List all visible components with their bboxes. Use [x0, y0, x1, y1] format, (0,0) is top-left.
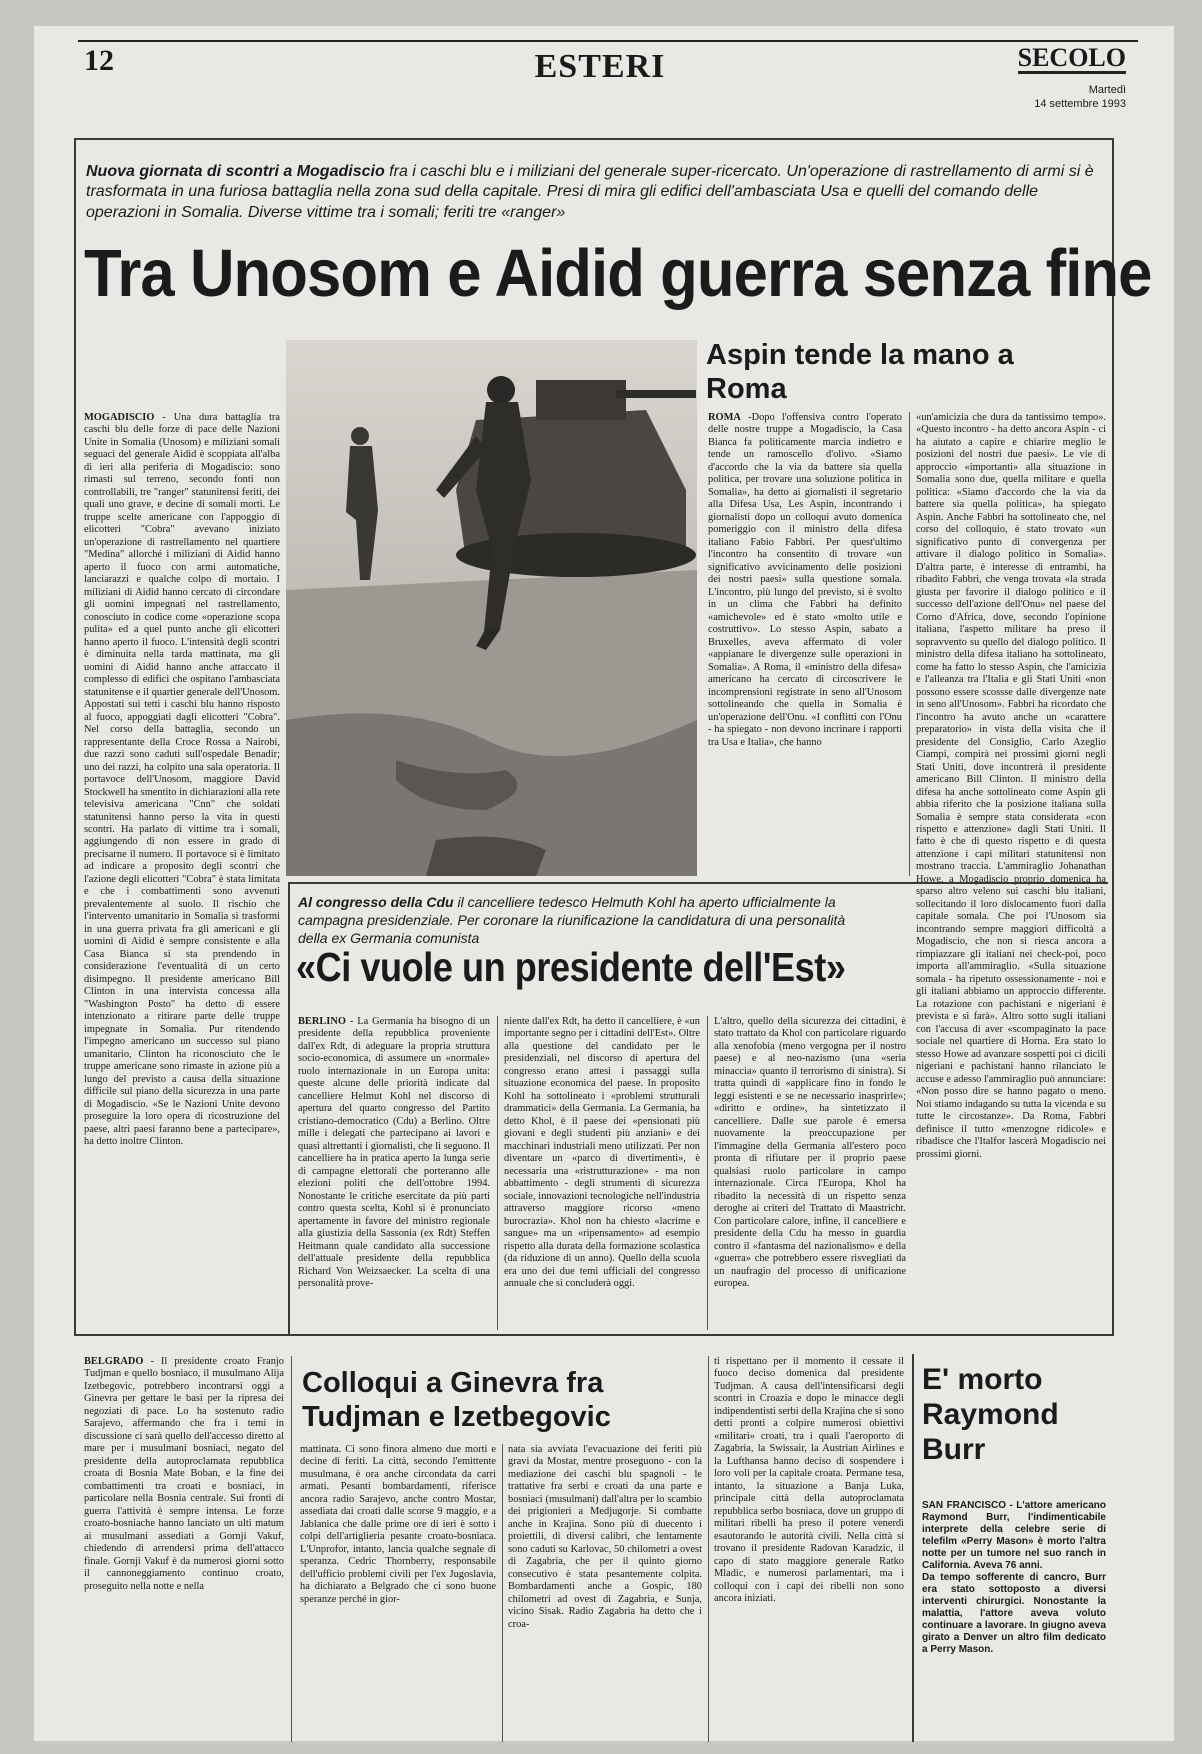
- masthead: SECOLO: [1018, 44, 1126, 74]
- header-rule: [78, 40, 1138, 42]
- burr-dateline: SAN FRANCISCO: [922, 1500, 1007, 1511]
- column-rule: [502, 1444, 503, 1742]
- burr-headline: E' morto Raymond Burr: [922, 1363, 1059, 1467]
- lead-body: [84, 412, 280, 1330]
- issue-date: [1034, 84, 1126, 112]
- column-rule: [909, 412, 910, 876]
- photo-soldiers-tank: [286, 340, 697, 876]
- column-rule: [708, 1356, 709, 1742]
- cdu-headline: «Ci vuole un presidente dell'Est»: [296, 944, 846, 990]
- ginevra-col-2: mattinata. Ci sono finora almeno due morti e decine di feriti. La città, secondo l'emittente musulmana, è ora anche circondata da carri armati. Pesanti bombardamenti, riferisce ancora radio Sarajevo, anche contro Mostar, assediata dai croati dalle scorse 9 maggio, e a Jablanica che dalle prime ore di ieri è sotto i colpi dell'artiglieria pesante croato-bosniaca. L'Unprofor, intanto, lancia qualche segnale di speranza. Cedric Thornberry, responsabile dell'ufficio problemi civili per l'ex Jugoslavia, ha dichiarato a Belgrado che ci sono buone speranze perché in gior-: [300, 1444, 496, 1605]
- issue-weekday: Martedì: [1088, 84, 1126, 96]
- column-rule: [497, 1016, 498, 1330]
- cdu-kicker-text: il cancelliere tedesco Helmuth Kohl ha aperto ufficialmente la campagna presidenziale. Per coronare la riunificazione la candidatura di una personalità della ex Germania comunista: [298, 894, 846, 946]
- lead-dateline: MOGADISCIO: [84, 412, 155, 423]
- cdu-kicker-bold: Al congresso della Cdu: [298, 894, 454, 910]
- issue-date-text: 14 settembre 1993: [1034, 97, 1126, 110]
- cdu-dateline: BERLINO: [298, 1016, 346, 1027]
- ginevra-headline: Colloqui a Ginevra fra Tudjman e Izetbegovic: [302, 1367, 611, 1434]
- column-rule: [707, 1016, 708, 1330]
- cdu-col-2: niente dall'ex Rdt, ha detto il cancelliere, è «un importante segno per i cittadini dell'Est». Oltre alla questione del candidato per le presidenziali, nel discorso di apertura del congresso erano attesi i passaggi sulla situazione economica del paese. In proposito Kohl ha sottolineato i «problemi strutturali drammatici» della Germania. La Germania, ha detto Khol, è il paese dei «pensionati più giovani e degli studenti più anziani» e dei macchinari industriali meno utilizzati. Per non diventare un «parco di divertimenti», è necessaria una «ristrutturazione» - ma non abbattimento - degli strumenti di sicurezza sociale, innovazioni tecnologiche nell'industria attraverso maggiore ricorso «meno burocrazia». Khol non ha chiesto «lacrime e sangue» ma un «ripensamento» ad esempio rispetto alla durata della formazione scolastica (da riduzione di un anno). Quello della scuola era uno dei due temi ufficiali del congresso annuale che si concluderà oggi.: [504, 1016, 700, 1290]
- burr-lead: - L'attore americano Raymond Burr, l'indimenticabile interprete della celebre serie di telefilm «Perry Mason» è morto l'altra notte per un tumore nel suo ranch in California. Aveva 76 anni.: [922, 1500, 1106, 1571]
- cdu-col-3: L'altro, quello della sicurezza dei cittadini, è stato trattato da Khol con particolare riguardo alla xenofobia (meno vergogna per il nostro paese) e al neo-nazismo (una «seria minaccia» quanto il terrorismo di sinistra). Si tratta quindi di «applicare fino in fondo le leggi esistenti e se ne necessario inasprirle»; «diritto e ordine», ha sintetizzato il cancelliere. Dalle sue parole è emersa nuovamente la preoccupazione per l'immagine della Germania all'estero poco pronta di rifiutare per il proprio paese qualsiasi ruolo particolare in campo internazionale. Circa l'Europa, Khol ha ribadito la necessità di un rispetto senza deroghe ai criteri del Trattato di Maastricht. Con particolare calore, infine, il cancelliere e presidente della Cdu ha messo in guardia contro il «fantasma del nazionalismo» e della «guerra» che potrebbero essere risvegliati da un naufragio del processo di unificazione europea.: [714, 1016, 906, 1290]
- ginevra-col-4: ti rispettano per il momento il cessate il fuoco deciso domenica dal presidente Tudjman. A causa dell'intensificarsi degli scontri in Croazia e dopo le minacce degli indipendentisti serbi della Krajina che si sono detti pronti a colpire numerosi obiettivi «militari» croati, tra i quali l'aeroporto di Zagabria, la Swissair, la Austrian Airlines e la Lufthansa hanno deciso di sospendere i loro voli per la capitale croata. Permane tesa, intanto, la situazione a Banja Luka, principale città della autoproclamata repubblica serbo bosniaca, dove un gruppo di militari ribelli ha preso il potere venerdì esautorando le autorità civili. Nella città si trovano il presidente Radovan Karadzic, il capo di stato maggiore generale Ratko Mladic, e numerosi parlamentari, ma i colloqui con i capi dei ribelli non sono ancora iniziati.: [714, 1356, 904, 1605]
- lead-kicker: [86, 162, 1096, 223]
- ginevra-dateline: BELGRADO: [84, 1356, 144, 1367]
- lead-headline: Tra Unosom e Aidid guerra senza fine: [84, 236, 1152, 311]
- page-number: 12: [84, 44, 114, 77]
- section-title: ESTERI: [534, 48, 666, 85]
- lead-body-text: - Una dura battaglia tra caschi blu delle forze di pace delle Nazioni Unite in Somalia (Unosom) e miliziani somali seguaci del generale Aidid è scoppiata all'alba di ieri alla periferia di Mogadiscio: sono rimasti sul terreno, secondo fonti non controllabili, tre "ranger" statunitensi feriti, dei quali uno grave, e decine di somali morti. Le truppe scelte americane con l'appoggio di elicotteri "Cobra" avevano iniziato un'operazione di rastrellamento nel quartiere "Medina" allorché i miliziani di Aidid hanno aperto il fuoco con armi automatiche, lanciarazzi e qualche colpo di mortaio. I miliziani di Aidid hanno cercato di circondare gli uomini impegnati nel rastrellamento, conosciuto in codice come «operazione scopa pulita» ed a quel punto anche gli elicotteri hanno aperto il fuoco. L'intensità degli scontri è diminuita nella tarda mattinata, ma gli uomini di Aidid hanno anche attaccato il complesso di edifici che ospitano l'ambasciata statunitense e il quartier generale dell'Unosom. Appostati sui tetti i caschi blu hanno risposto al fuoco, appoggiati dagli elicotteri "Cobra". Nel corso della battaglia, secondo un rappresentante della Croce Rossa a Nairobi, due razzi sono caduti sull'ospedale Benadir; uno dei razzi, ha colpito una sala operatoria. Il portavoce dell'Unosom, maggiore David Stockwell ha smentito in dichiarazioni alla rete televisiva americana "Cnn" che soldati statunitensi hanno perso la vita in questi scontri. Ha parlato di vittime tra i somali, aggiungendo di non essere in grado di precisarne il numero. Il portavoce si è limitato ad indicare a proposito degli scontri che l'azione degli elicotteri "Cobra" è stata limitata e che i combattimenti sono avvenuti prevalentemente al suolo. Il rischio che l'intervento umanitario in Somalia si trasformi in una guerra privata fra gli americani e gli uomini di Aidid è sempre consistente e alla Casa Bianca si sta prendendo in considerazione l'eventualità di un certo disimpegno. Il presidente americano Bill Clinton in una intervista concessa alla "Washington Posto" ha detto di essere intenzionato a ritirare parte delle truppe impegnate in Somalia. Pur ritendendo l'impegno americano un successo sul piano umanitario, Clinton ha riconosciuto che le truppe americane sono rimaste in azione più a lungo del previsto a causa della situazione difficile sul piano della sicurezza in una parte di Mogadiscio. «Se le Nazioni Unite devono proseguire la loro opera di ricostruzione del paese, altri paesi faranno bene a partecipare», ha detto inoltre Clinton.: [84, 412, 280, 1148]
- aspin-col-1: ROMA -Dopo l'offensiva contro l'operato delle nostre truppe a Mogadiscio, la Casa Bianca fa politicamente marcia indietro e tende un ramoscello d'olivo. «Siamo d'accordo che la via da battere sia quella politica, per trovare una soluzione politica in Somalia», ha detto ai giornalisti il segretario alla Difesa Usa, Les Aspin, incontrando i giornalisti dopo un colloqui avuto domenica pomeriggio con il ministro della difesa italiano Fabio Fabbri. Per quest'ultimo l'incontro ha consentito di trovare «un significativo avvicinamento delle posizioni dei nostri paesi» sulla questione somala. L'incontro, più lungo del previsto, si è svolto in un clima che Fabbri ha definito «amichevole» ed è stato «molto utile e costruttivo». Lo stesso Aspin, sabato a Bruxelles, aveva affermato di voler «appianare le divergenze sulle operazioni in Somalia». A Roma, il «ministro della difesa» americano ha cercato di circoscrivere le incomprensioni registrate in seno all'Unosom sottolineando che quella in Somalia è un'operazione dell'Onu. «I conflitti con l'Onu - ha spiegato - non devono incrinare i rapporti tra Usa e Italia», che hanno: [708, 412, 902, 748]
- aspin-col-2: «un'amicizia che dura da tantissimo tempo». «Questo incontro - ha detto ancora Aspin - ci ha aiutato a capire e chiarire meglio le posizioni del nostri due paesi». Le vie di approccio «importanti» alla situazione in Somalia sono due, quella militare e quella politica: «Siamo d'accordo che la via da battere sia quella politica», ha spiegato Aspin. Anche Fabbri ha sottolineato che, nel corso del colloquio, è stato trovato «un significativo punto di convergenza per attivare il dialogo politico in Somalia». D'altra parte, è interesse di entrambi, ha ribadito Fabbri, che venga trovata «la strada giusta per favorire il dialogo politico e il successo dell'azione dell'Onu» nel paese del Corno d'Africa, dove, secondo l'opinione italiana, l'aspetto militare ha preso il sopravvento su quello del dialogo politico. Il ministro della difesa italiano ha sottolineato, come ha fatto lo stesso Aspin, che l'amicizia e l'alleanza tra l'Italia e gli Stati Uniti «non possono essere scossse dalle divergenze nate in seno all'Unosom». Fabbri ha ricordato che l'incontro ha avuto anche un «carattere preparatorio» in vista della visita che il presidente del Consiglio, Carlo Azeglio Ciampi, compirà nei prossimi giorni negli Stati Uniti, dove incontrerà il presidente americano Bill Clinton. Il ministro della difesa ha anche sottolineato come Aspin gli abbia riferito che la posizione italiana sulla Somalia è sempre stata considerata «con rispetto e attenzione» dagli Stati Uniti. Il fatto è che di questo rispetto e di questa attenzione i capi militari statunitensi non mostrano traccia. L'ammiraglio Johanathan Howe, a Mogadiscio proprio domenica ha sparso altro veleno sui caschi blu italiani, sollecitando il loro dislocamento fuori dalla capitale somala. Che poi l'Unosom sia incontrando sempre maggiori difficoltà a Mogadiscio, che non si riesca ancora a rimpiazzare gli italiani nei check-poi, poco importa all'ammiraglio. «Sulla situazione somala - ha ripetuto ossessionamente - noi e gli italiani abbiamo un approccio differente. La rotazione con pachistani e nigeriani è prevista e si farà». Altro sotto sugli italiani con l'accusa di aver «scompaginato la pace sociale nel quartiere di Horna. Era stato lo stesso Howe ad avanzare sospetti poi ci dicili nigeriani e pachistani hanno rilanciato le accuse e adesso l'ammiraglio può annunciare: «Non posso dire se hanno pagato o meno. Noi stiamo indagando su tutta la vicenda e su tutte le circostanze». Da Roma, Fabbri definisce il tutto «menzogne ridicole» e ribadisce che l'Italfor lascerà Mogadiscio nei prossimi giorni.: [916, 412, 1106, 1160]
- cdu-kicker: [298, 894, 858, 948]
- aspin-headline: Aspin tende la mano a Roma: [706, 339, 1014, 406]
- news-photo: [286, 340, 697, 876]
- burr-body: [922, 1500, 1106, 1742]
- ginevra-col-3: nata sia avviata l'evacuazione dei feriti più gravi da Mostar, mentre proseguono - con la mediazione dei caschi blu spagnoli - le trattative fra serbi e croati da una parte e bosniaci (musulmani) dall'altra per lo scambio dei prigionieri a Medjugorje. Si combatte anche in Krajina. Sono più di duecento i proiettili, di diversi calibri, che lentamente sono caduti su Karlovac, 50 chilometri a ovest di Zagabria, che per il quinto giorno consecutivo è stata pesantemente colpita. Bombardamenti anche a Gospic, 180 chilometri ad ovest di Zagabria, e Sunja, vicino Sisak. Radio Zagabria ha detto che i croa-: [508, 1444, 702, 1630]
- aspin-dateline: ROMA: [708, 412, 741, 423]
- cdu-col-1: BERLINO - La Germania ha bisogno di un presidente della repubblica proveniente dall'ex Rdt, di adeguare la propria struttura socio-economica, di assumere un «normale» ruolo internazionale in un Europa unita: queste alcune delle priorità indicate dal cancelliere Helmut Kohl nel discorso di apertura del quarto congresso del Partito cristiano-democratico (Cdu) a Berlino. Oltre mille i delegati che partecipano ai lavori e quasi altrettanti i giornalisti, che li seguono. Il cancelliere ha in pratica aperto la lunga serie di campagne elettorali che porteranno alle elezioni politi che dell'ottobre 1994. Nonostante le critiche esercitate da più parti contro questa scelta, Kohl si è pronunciato apertamente in favore del ministro regionale alla giustizia della Sassonia (ex Rdt) Steffen Heitmann quale candidato alla successione dell'attuale presidente della repubblica Richard Von Weizsaecker. La scelta di una personalità prove-: [298, 1016, 490, 1290]
- lead-kicker-text: fra i caschi blu e i miliziani del generale super-ricercato. Un'operazione di rastrellamento di armi si è trasformata in una furiosa battaglia nella zona sud della capitale. Presi di mira gli edifici dell'ambasciata Usa e quelli del comando delle operazioni in Somalia. Diverse vittime tra i somali; feriti tre «ranger»: [86, 163, 1094, 221]
- column-rule: [291, 1356, 292, 1742]
- burr-body-text: Da tempo sofferente di cancro, Burr era stato sottoposto a diversi interventi chirurgici. Nonostante la malattia, l'attore aveva voluto continuare a lavorare. In giugno aveva girato a Denver un altro film dedicato a Perry Mason.: [922, 1572, 1106, 1655]
- ginevra-col-1: BELGRADO - Il presidente croato Franjo Tudjman e quello bosniaco, il musulmano Alija Izetbegovic, potrebbero incontrarsi oggi a Ginevra per gettare le basi per la ripresa dei negoziati di pace. Lo ha sostenuto radio Sarajevo, affermando che fra i temi in discussione ci sarà quello dell'accesso diretto al mare per i musulmani bosniaci, negato del presidente della autoproclamata repubblica croata di Bosnia Mate Boban, e la fine dei combattimenti tra croati e bosniaci, in particolare nella Bosnia centrale. Sui fronti di guerra l'attività è sempre intensa. Le forze croato-bosniache hanno lanciato un ulti matum ai musulmani assediati a Gornji Vakuf, chiedendo di arrendersi prima dell'attacco finale. Gornji Vakuf è da numerosi giorni sotto il cannoneggiamento continuo croato, proseguito nella notte e nella: [84, 1356, 284, 1592]
- lead-kicker-bold: Nuova giornata di scontri a Mogadiscio: [86, 163, 385, 180]
